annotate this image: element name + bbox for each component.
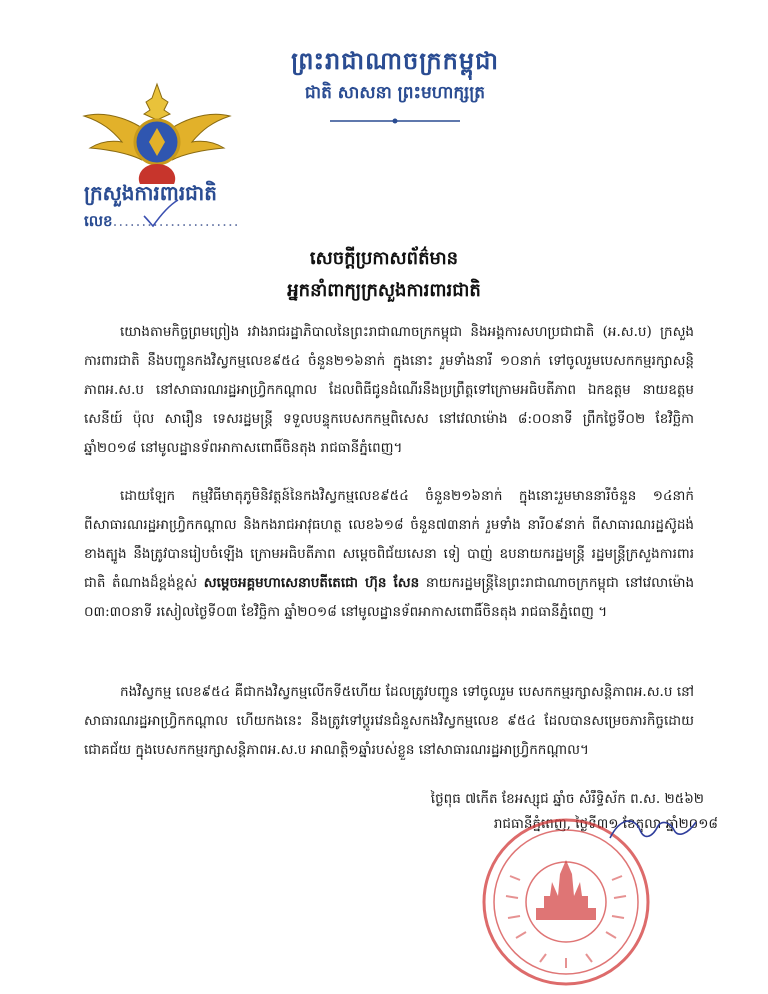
paragraph-2 xyxy=(84,482,694,660)
solar-date: រាជធានីភ្នំពេញ, ថ្ងៃទី៣១ ខែតុលា ឆ្នាំ២០១៨ xyxy=(493,816,718,832)
ministry-emblem-icon xyxy=(82,80,232,190)
lunar-date: ថ្ងៃពុធ ៧កើត ខែអស្សុជ ឆ្នាំច សំរឹទ្ធិស័ក ព.ស. ២៥៦២ xyxy=(430,791,704,807)
paragraph-2-text: ដោយឡែក កម្មវិធីមាតុភូមិនិវត្តន៍នៃកងវិស្វកម្មលេខ៩៥៤ ចំនួន២១៦នាក់ ក្នុងនោះរួមមាននារីចំនួន ១៤នាក់ពីសាធារណរដ្ឋអាហ្វ្រិកកណ្តាល និងកងរាជអាវុធហត្ថ លេខ៦១៨ ចំនួន៧៣នាក់ រួមទាំង នារី០៩នាក់ ពីសាធារណរដ្ឋស៊ូដង់ខាងត្បូង នឹងត្រូវបានរៀបចំឡើង ក្រោមអធិបតីភាព សម្តេចពិជ័យសេនា ទៀ បាញ់ ឧបនាយករដ្ឋមន្ត្រី រដ្ឋមន្ត្រីក្រសួងការពារជាតិ តំណាងដ៏ខ្ពង់ខ្ពស់ xyxy=(84,488,694,591)
reference-dots: ...................... xyxy=(112,212,240,230)
national-motto: ជាតិ សាសនា ព្រះមហាក្សត្រ xyxy=(304,83,486,103)
document-subtitle: អ្នកនាំពាក្យក្រសួងការពារជាតិ xyxy=(287,280,481,301)
paragraph-2-tail: នាយករដ្ឋមន្ត្រីនៃព្រះរាជាណាចក្រកម្ពុជា នៅវេលាម៉ោង ០៣:៣០នាទី រសៀលថ្ងៃទី០៣ ខែវិច្ឆិកា ឆ្នាំ២០១៨ នៅមូលដ្ឋានទ័ពអាកាសពោធិ៍ចិនតុង រាជធានីភ្នំពេញ ។ xyxy=(84,575,694,620)
ministry-name: ក្រសួងការពារជាតិ xyxy=(84,181,217,205)
reference-label: លេខ xyxy=(84,212,113,230)
document-title: សេចក្តីប្រកាសព័ត៌មាន xyxy=(309,248,459,269)
paragraph-3: កងវិស្វកម្ម លេខ៩៥៤ គឺជាកងវិស្វកម្មលើកទី៥ហើយ ដែលត្រូវបញ្ជូន ទៅចូលរួម បេសកកម្មរក្សាសន្តិភាពអ.ស.ប នៅសាធារណរដ្ឋអាហ្វ្រិកកណ្តាល ហើយកងនេះ នឹងត្រូវទៅប្តូរវេនជំនួសកងវិស្វកម្មលេខ ៩៥៤ ដែលបានសម្រេចភារកិច្ចដោយជោគជ័យ ក្នុងបេសកកម្មរក្សាសន្តិភាពអ.ស.ប អាណត្តិ១ឆ្នាំរបស់ខ្លួន នៅសាធារណរដ្ឋអាហ្វ្រិកកណ្តាល។ xyxy=(84,684,694,758)
handwritten-signature-icon xyxy=(600,808,700,848)
ornamental-divider xyxy=(330,118,460,124)
kingdom-title: ព្រះរាជាណាចក្រកម្ពុជា xyxy=(291,47,499,75)
paragraph-2-highlight: សម្តេចអគ្គមហាសេនាបតីតេជោ ហ៊ុន សែន xyxy=(203,575,420,591)
handwritten-check-icon xyxy=(140,198,180,230)
paragraph-1: យោងតាមកិច្ចព្រមព្រៀង រវាងរាជរដ្ឋាភិបាលនៃព្រះរាជាណាចក្រកម្ពុជា និងអង្គការសហប្រជាជាតិ (អ.ស.ប) ក្រសួងការពារជាតិ នឹងបញ្ជូនកងវិស្វកម្មលេខ៩៥៤ ចំនួន២១៦នាក់ ក្នុងនោះ រួមទាំងនារី ១០នាក់ ទៅចូលរួមបេសកកម្មរក្សាសន្តិភាពអ.ស.ប នៅសាធារណរដ្ឋអាហ្វ្រិកកណ្តាល ដែលពិធីជូនដំណើរនឹងប្រព្រឹត្តទៅក្រោមអធិបតីភាព ឯកឧត្តម នាយឧត្តមសេនីយ៍ ប៉ុល សារឿន ទេសរដ្ឋមន្ត្រី ទទួលបន្ទុកបេសកកម្មពិសេស នៅវេលាម៉ោង ៨:០០នាទី ព្រឹកថ្ងៃទី០២ ខែវិច្ឆិកា ឆ្នាំ២០១៨ នៅមូលដ្ឋានទ័ពអាកាសពោធិ៍ចិនតុង រាជធានីភ្នំពេញ។ xyxy=(84,324,694,456)
